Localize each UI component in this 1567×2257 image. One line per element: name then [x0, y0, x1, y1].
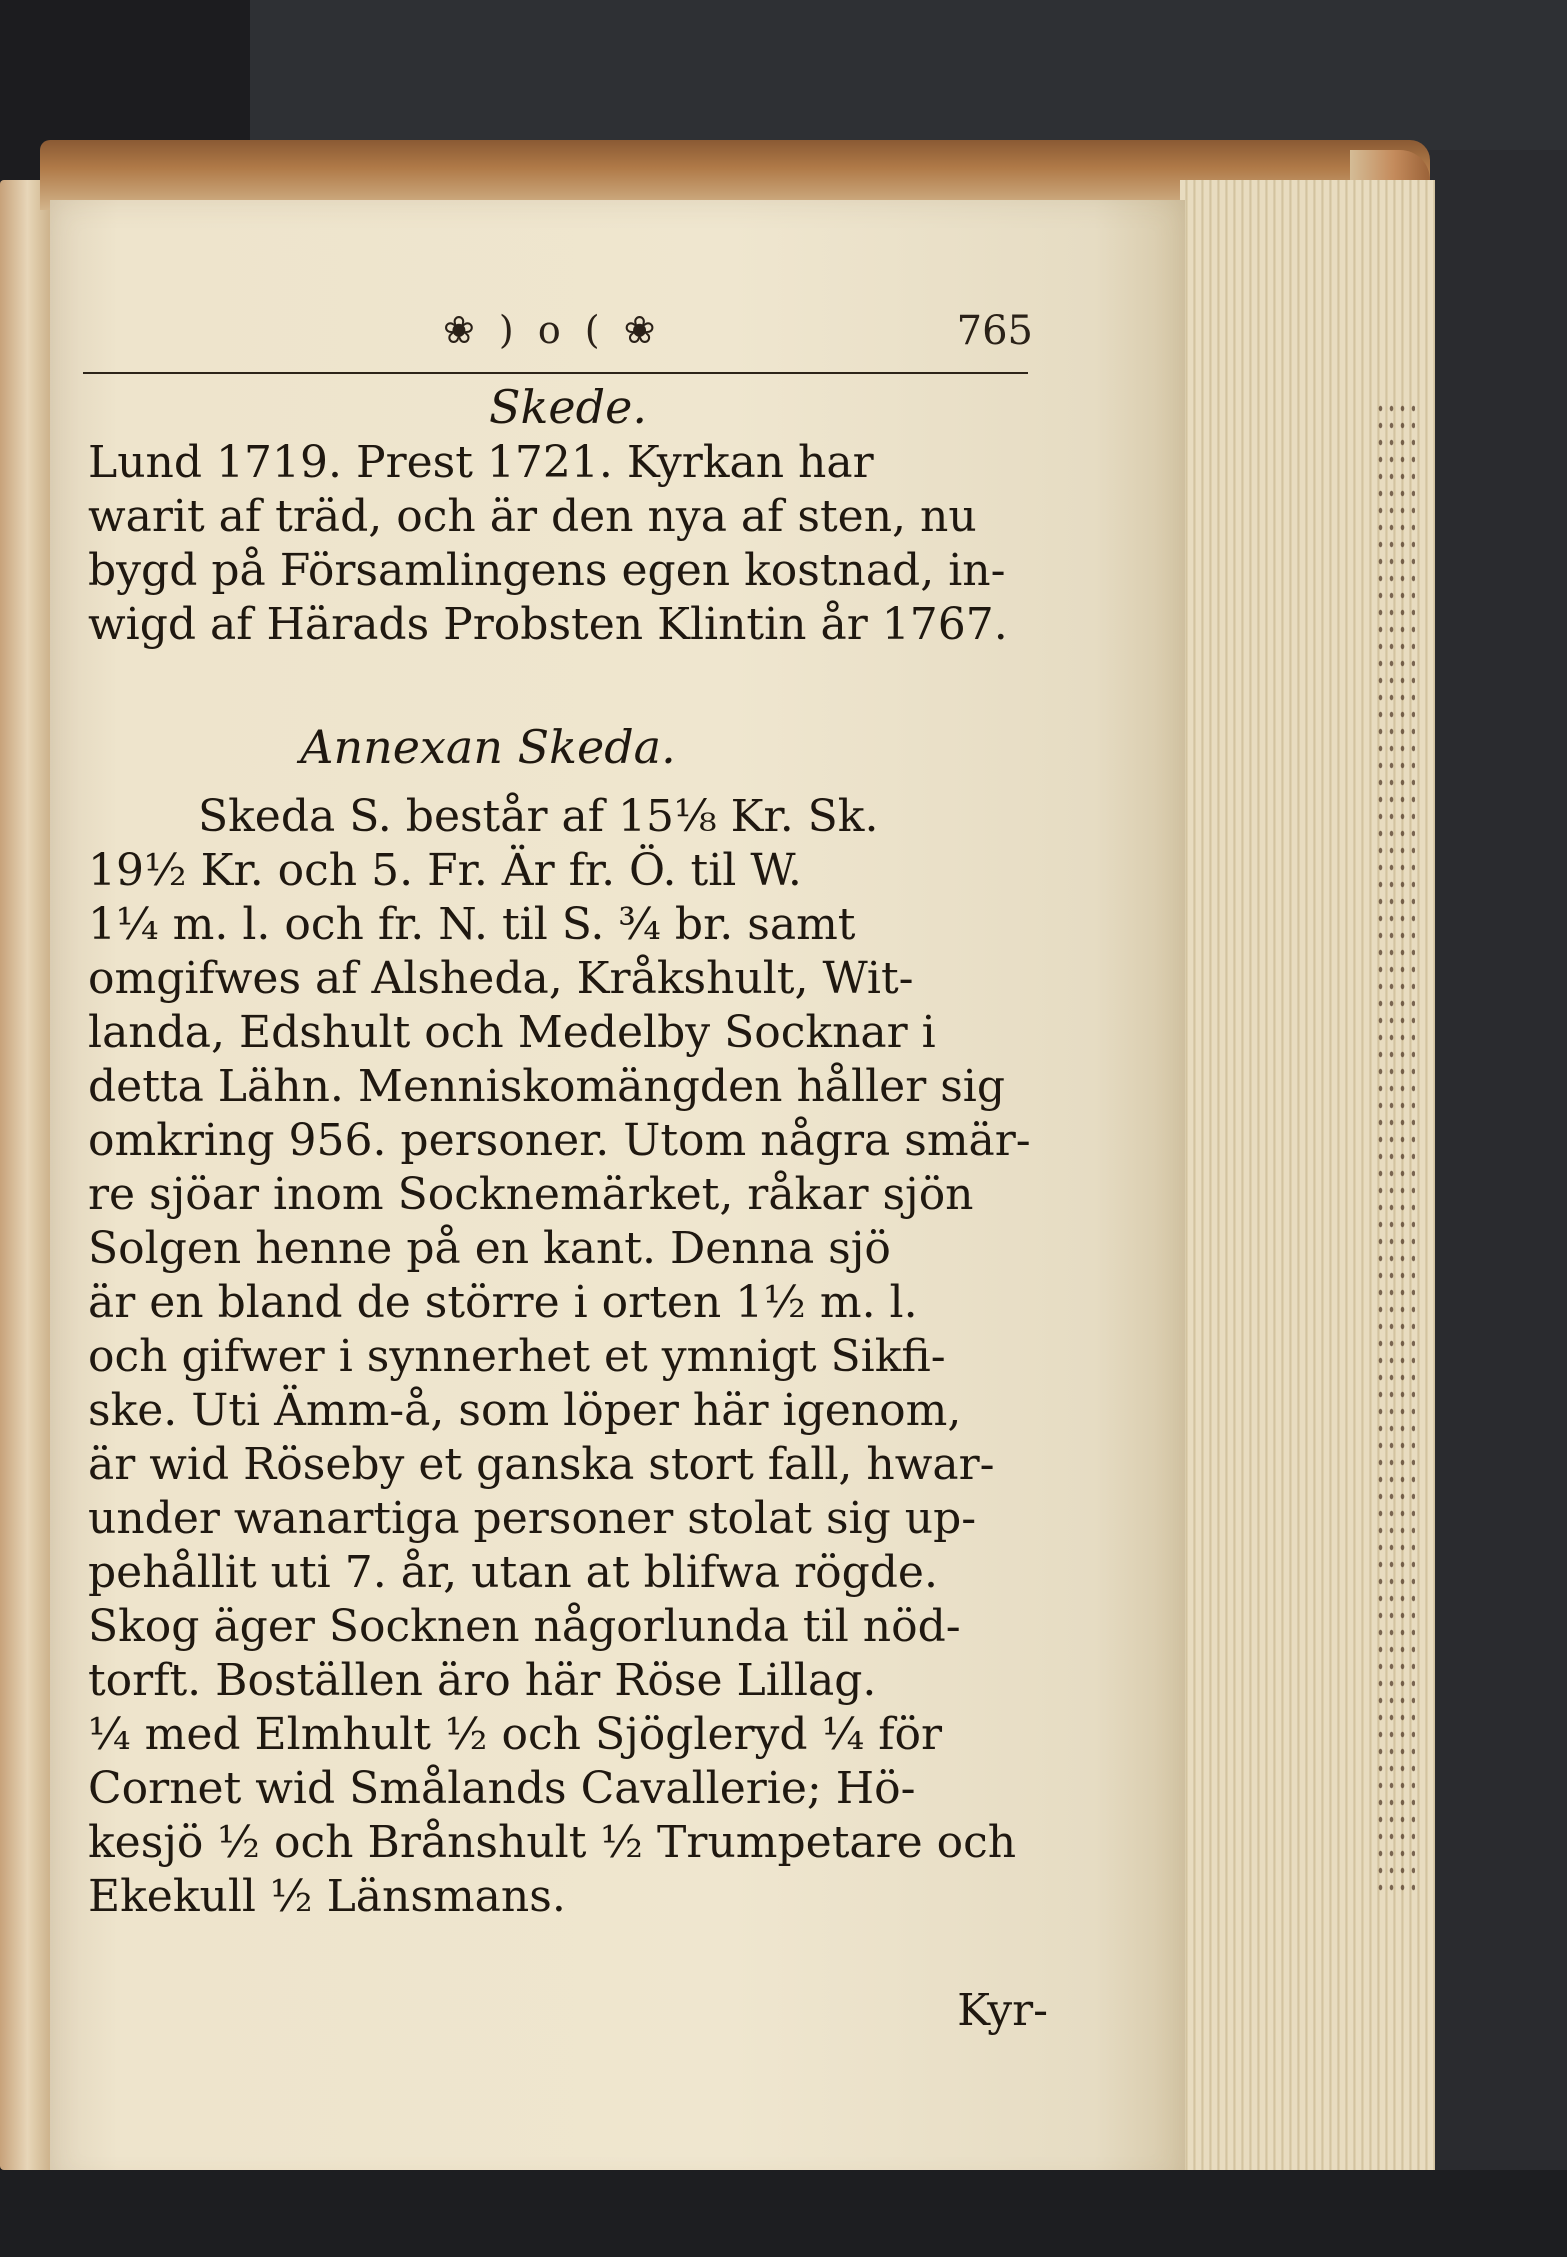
running-header: [83, 308, 1033, 378]
header-rule: [83, 372, 1028, 374]
text-line: bygd på Församlingens egen kostnad, in-: [88, 545, 1006, 596]
text-line: landa, Edshult och Medelby Socknar i: [88, 1007, 936, 1058]
text-line: kesjö ½ och Brånshult ½ Trumpetare och: [88, 1817, 1017, 1868]
left-page-edge: [0, 180, 50, 2170]
header-ornament: ❀ ) o ( ❀: [443, 308, 662, 352]
background-bottom: [0, 2170, 1567, 2257]
text-line: Ekekull ½ Länsmans.: [88, 1871, 566, 1922]
text-line: ske. Uti Ämm-å, som löper här igenom,: [88, 1385, 962, 1436]
section-body-annexan-skeda: [88, 790, 1048, 1924]
text-line: omkring 956. personer. Utom några smär-: [88, 1115, 1031, 1166]
text-line: är en bland de större i orten 1½ m. l.: [88, 1277, 918, 1328]
text-line: 1¼ m. l. och fr. N. til S. ¾ br. samt: [88, 899, 856, 950]
text-line: re sjöar inom Socknemärket, råkar sjön: [88, 1169, 974, 1220]
text-line: detta Lähn. Menniskomängden håller sig: [88, 1061, 1006, 1112]
text-line: under wanartiga personer stolat sig up-: [88, 1493, 977, 1544]
text-line: Skog äger Socknen någorlunda til nöd-: [88, 1601, 961, 1652]
text-line: Solgen henne på en kant. Denna sjö: [88, 1223, 891, 1274]
text-line: omgifwes af Alsheda, Kråkshult, Wit-: [88, 953, 914, 1004]
text-line: warit af träd, och är den nya af sten, nu: [88, 491, 977, 542]
section-body-skede: [88, 436, 1048, 652]
text-line: Skeda S. består af 15⅛ Kr. Sk.: [198, 791, 879, 842]
text-line: ¼ med Elmhult ½ och Sjögleryd ¼ för: [88, 1709, 943, 1760]
text-line: 19½ Kr. och 5. Fr. Är fr. Ö. til W.: [88, 845, 802, 896]
section-heading-skede: Skede.: [489, 380, 647, 434]
text-line: pehållit uti 7. år, utan at blifwa rögde.: [88, 1547, 938, 1598]
edge-speckle-decoration: [1375, 400, 1415, 1900]
text-line: är wid Röseby et ganska stort fall, hwar-: [88, 1439, 995, 1490]
text-line: Cornet wid Smålands Cavallerie; Hö-: [88, 1763, 916, 1814]
section-heading-annexan-skeda: Annexan Skeda.: [300, 720, 676, 774]
text-line: wigd af Härads Probsten Klintin år 1767.: [88, 599, 1008, 650]
text-line: torft. Boställen äro här Röse Lillag.: [88, 1655, 877, 1706]
text-line: och gifwer i synnerhet et ymnigt Sikfi-: [88, 1331, 946, 1382]
page-number: 765: [956, 308, 1033, 354]
catchword: Kyr-: [957, 1985, 1048, 2036]
background-dark: [250, 0, 1567, 150]
text-line: Lund 1719. Prest 1721. Kyrkan har: [88, 437, 874, 488]
